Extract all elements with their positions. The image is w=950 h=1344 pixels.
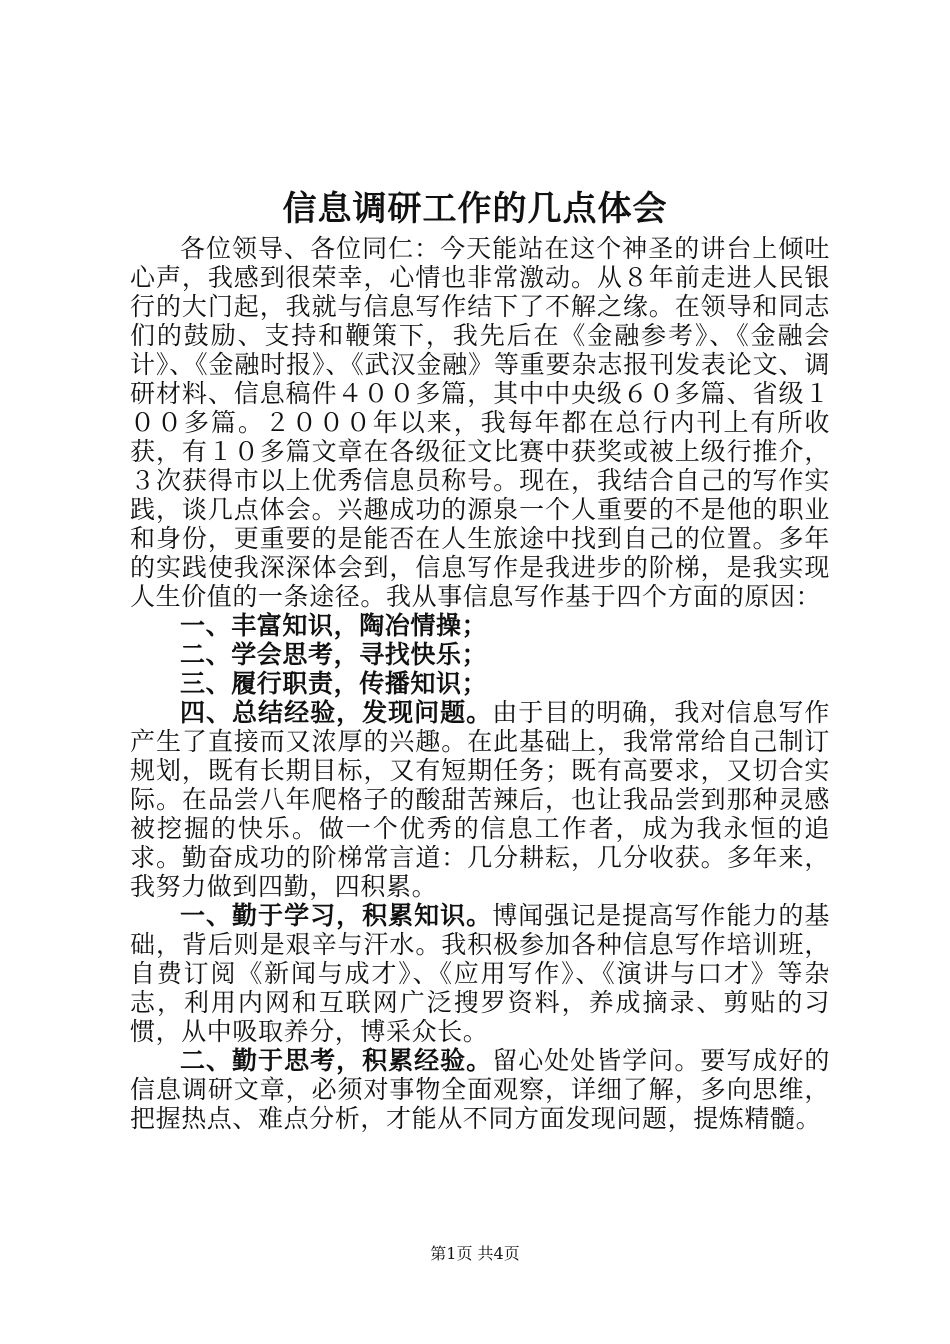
document-title: 信息调研工作的几点体会 [282,189,668,229]
paragraph [130,234,830,611]
paragraph [130,1046,830,1133]
paragraph [130,640,830,669]
paragraph [130,698,830,901]
paragraph-heading: 二、勤于思考，积累经验。 [180,1046,493,1075]
paragraph [130,901,830,1046]
paragraph [130,611,830,640]
document-body [130,234,830,1133]
paragraph-heading: 一、丰富知识，陶冶情操； [180,611,488,640]
paragraph-heading: 二、学会思考，寻找快乐； [180,640,488,669]
page-footer: 第1页 共4页 [430,1244,520,1263]
paragraph-heading: 一、勤于学习，积累知识。 [180,901,493,930]
paragraph-heading: 四、总结经验，发现问题。 [180,698,493,727]
paragraph [130,669,830,698]
paragraph-text: 各位领导、各位同仁：今天能站在这个神圣的讲台上倾吐心声，我感到很荣幸，心情也非常激动。从８年前走进人民银行的大门起，我就与信息写作结下了不解之缘。在领导和同志们的鼓励、支持和鞭策下，我先后在《金融参考》、《金融会计》、《金融时报》、《武汉金融》等重要杂志报刊发表论文、调研材料、信息稿件４００多篇，其中中央级６０多篇、省级１００多篇。２０００年以来，我每年都在总行内刊上有所收获，有１０多篇文章在各级征文比赛中获奖或被上级行推介，３次获得市以上优秀信息员称号。现在，我结合自己的写作实践，谈几点体会。兴趣成功的源泉一个人重要的不是他的职业和身份，更重要的是能否在人生旅途中找到自己的位置。多年的实践使我深深体会到，信息写作是我进步的阶梯，是我实现人生价值的一条途径。我从事信息写作基于四个方面的原因： [130,234,830,611]
paragraph-heading: 三、履行职责，传播知识； [180,669,488,698]
paragraph-text: 博闻强记是提高写作能力的基础，背后则是艰辛与汗水。我积极参加各种信息写作培训班，自费订阅《新闻与成才》、《应用写作》、《演讲与口才》等杂志，利用内网和互联网广泛搜罗资料，养成摘录、剪贴的习惯，从中吸取养分，博采众长。 [130,901,830,1046]
paragraph-text: 留心处处皆学问。要写成好的信息调研文章，必须对事物全面观察，详细了解，多向思维，把握热点、难点分析，才能从不同方面发现问题，提炼精髓。 [130,1046,830,1133]
paragraph-text: 由于目的明确，我对信息写作产生了直接而又浓厚的兴趣。在此基础上，我常常给自己制订规划，既有长期目标，又有短期任务；既有高要求，又切合实际。在品尝八年爬格子的酸甜苦辣后，也让我品尝到那种灵感被挖掘的快乐。做一个优秀的信息工作者，成为我永恒的追求。勤奋成功的阶梯常言道：几分耕耘，几分收获。多年来，我努力做到四勤，四积累。 [130,698,830,901]
